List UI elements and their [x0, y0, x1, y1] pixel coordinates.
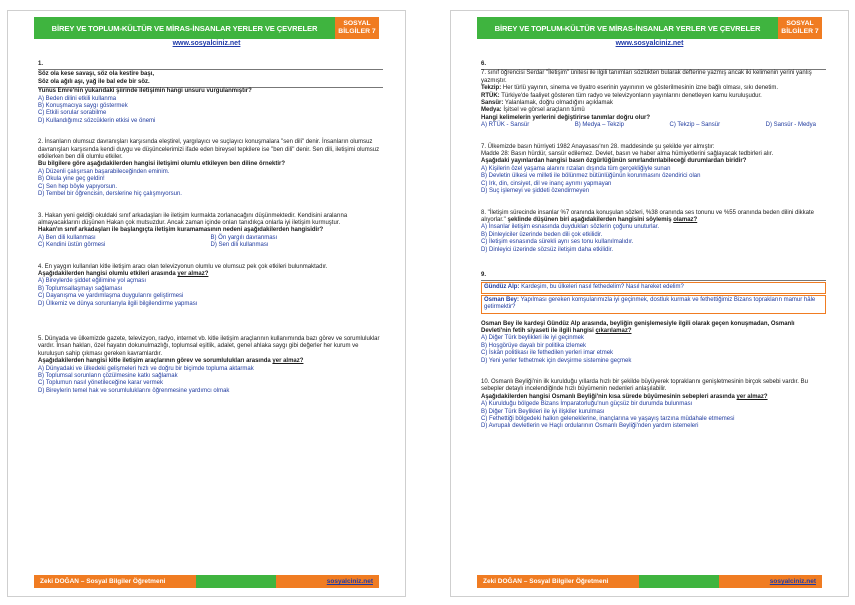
dialogue-box — [481, 295, 826, 314]
term: RTÜK: — [481, 92, 500, 99]
option-d[interactable]: D) Sansür - Medya — [765, 122, 816, 129]
option-a[interactable]: A) İnsanlar iletişim esnasında duydukları sözlerin çoğunu unuturlar. — [481, 224, 660, 231]
footer-author: Zeki DOĞAN – Sosyal Bilgiler Öğretmeni — [34, 575, 196, 588]
subject-line-1: SOSYAL — [786, 20, 814, 27]
question-stem: Aşağıdaki yayınlardan hangisi basın özgürlüğünün sınırlandırılabileceği durumlardan biridir? — [481, 158, 747, 165]
term-def: Türkiye'de faaliyet gösteren tüm radyo ve televizyonların yayınlarını denetleyen kamu kuruluşudur. — [499, 92, 762, 99]
options-grid — [38, 235, 383, 250]
question-number: 1. — [38, 61, 383, 70]
question-number: 9. — [481, 272, 826, 281]
speaker: Gündüz Alp: — [484, 284, 520, 291]
footer-site-link[interactable]: sosyalciniz.net — [719, 575, 823, 588]
option-c[interactable]: C) Dayanışma ve yardımlaşma duygularını geliştirmesi — [38, 293, 184, 300]
option-c[interactable]: C) Tekzip – Sansür — [669, 122, 721, 129]
option-a[interactable]: A) Düzenli çalışırsan başarabileceğinden eminim. — [38, 168, 170, 175]
option-a[interactable]: A) Dünyadaki ve ülkedeki gelişmeleri hızlı ve doğru bir biçimde topluma aktarmak — [38, 365, 254, 372]
option-a[interactable]: A) RTÜK - Sansür — [481, 122, 530, 129]
option-c[interactable]: C) Fethettiği bölgedeki halkın geleneklerine, inançlarına ve yaşayış tarzına müdahale etmemesi — [481, 416, 735, 423]
stem-text: Aşağıdakilerden hangisi kitle iletişim araçlarının görev ve sorumlulukları arasında — [38, 358, 273, 365]
option-b[interactable]: B) Okula yine geç geldin! — [38, 176, 105, 183]
page-footer — [477, 575, 822, 588]
question-text: 5. Dünyada ve ülkemizde gazete, televizyon, radyo, internet vb. kitle iletişim araçlarının kullanımında bazı görev ve sorumluluklar vardır. İnsan hakları, özel hayatın dokunulmazlığı, toplumsal eşitlik, adalet, genel ahlaka saygı gibi değerler her kurum ve kuruluşun sahip çıkması gereken kavramlardır. — [38, 335, 380, 357]
question-stem — [38, 358, 383, 365]
footer-author: Zeki DOĞAN – Sosyal Bilgiler Öğretmeni — [477, 575, 639, 588]
question-number: 6. — [481, 61, 826, 70]
poem-line: Söz ola ağılı aşı, yağ ile bal ede bir söz. — [38, 78, 150, 85]
term: Tekzip: — [481, 85, 502, 92]
speaker: Osman Bey: — [484, 296, 520, 303]
option-a[interactable]: A) Kurulduğu bölgede Bizans İmparatorluğu'nun güçsüz bir durumda bulunması — [481, 401, 693, 408]
option-a[interactable]: A) Diğer Türk beylikleri ile iyi geçinmek — [481, 335, 584, 342]
option-c[interactable]: C) Sen hep böyle yapıyorsun. — [38, 183, 118, 190]
question-text: 7. sınıf öğrencisi Serdar "İletişim" ünitesi ile ilgili tanımları sözlükten bularak defterine yazmış ancak iki kelimenin yerini yanlış yazmıştır. — [481, 70, 812, 84]
term: Medya: — [481, 107, 502, 114]
question-stem — [38, 271, 383, 278]
poem-line: Söz ola kese savaşı, söz ola kestire başı, — [38, 71, 155, 78]
poem — [38, 70, 383, 88]
option-c[interactable]: C) Irk, din, cinsiyet, dil ve inanç ayrımı yapmayan — [481, 180, 612, 187]
questions-right — [481, 57, 826, 431]
question-text — [481, 210, 826, 225]
option-b[interactable]: B) Hoşgörüye dayalı bir politika izlemek — [481, 342, 587, 349]
option-a[interactable]: A) Kişilerin özel yaşama alanını rızaları dışında tüm gerçekliğiyle sunan — [481, 165, 671, 172]
question-text: 3. Hakan yeni geldiği okuldaki sınıf arkadaşları ile iletişim kurmakta zorlanacağını düşünmektedir. Kendisini aralarına almayacaklarını düşünen Hakan çok mutsuzdur. Ancak zaman içinde onları tanıdıkça onlarla iyi iletişim kurmuştur. — [38, 212, 348, 226]
stem-text: Osman Bey ile kardeşi Gündüz Alp arasında, beyliğin genişlemesiyle ilgili olarak geçen konuşmadan, Osmanlı Devleti'nin fetih siyaseti ile ilgili hangisi — [481, 320, 795, 334]
question-stem: Bu bilgilere göre aşağıdakilerden hangisi iletişimi olumlu etkileyen ben diline örnektir? — [38, 161, 286, 168]
stem-underline: olamaz? — [673, 216, 698, 223]
definition — [481, 107, 826, 114]
site-link[interactable]: www.sosyalciniz.net — [615, 40, 684, 47]
option-d[interactable]: D) Suç işlemeyi ve şiddeti özendirmeyen — [481, 188, 590, 195]
option-a[interactable]: A) Beden dilini etkili kullanma — [38, 95, 117, 102]
question-stem — [481, 321, 826, 336]
options-row — [481, 122, 826, 129]
speech: Kardeşim, bu ülkeleri nasıl fethedelim? Nasıl hareket edelim? — [519, 284, 684, 291]
footer-band — [196, 575, 275, 588]
term-def: İşitsel ve görsel araçların tümü — [501, 107, 585, 114]
question-stem: Yunus Emre'nin yukarıdaki şiirinde iletişimin hangi unsuru vurgulanmıştır? — [38, 88, 252, 95]
stem-underline: yer almaz? — [736, 393, 768, 400]
stem-underline: çıkarılamaz? — [595, 327, 632, 334]
option-d[interactable]: D) Dinleyici üzerinde sözsüz iletişim daha etkilidir. — [481, 246, 614, 253]
option-b[interactable]: B) Konuşmacıya saygı göstermek — [38, 103, 128, 110]
subject-line-1: SOSYAL — [343, 20, 371, 27]
stem-text: Aşağıdakilerden hangisi Osmanlı Beyliği'nin kısa sürede büyümesinin sebepleri arasında — [481, 393, 737, 400]
option-b[interactable]: B) Devletin ülkesi ve milleti ile bölünmez bütünlüğünün korunmasını özendirici olan — [481, 173, 701, 180]
questions-left — [38, 57, 383, 395]
page-header — [34, 17, 379, 39]
stem-text: Aşağıdakilerden hangisi olumlu etkileri arasında — [38, 270, 178, 277]
question-text: 10. Osmanlı Beyliği'nin ilk kurulduğu yıllarda hızlı bir şekilde büyüyerek topraklarını genişletmesinin birçok sebebi vardır. Bu sebepler detaylı incelendiğinde hızlı büyümenin nedenleri anlaşılabilir. — [481, 379, 808, 393]
stem-text: şeklinde düşünen biri aşağıdakilerden hangisini söylemiş — [507, 216, 674, 223]
option-d[interactable]: D) Kullandığımız sözcüklerin etkisi ve önemi — [38, 117, 156, 124]
option-b[interactable]: B) Toplumsallaşmayı sağlaması — [38, 285, 123, 292]
page-footer — [34, 575, 379, 588]
question-stem: Hakan'ın sınıf arkadaşları ile başlangıçta iletişim kuramamasının nedeni aşağıdakilerden hangisidir? — [38, 227, 324, 234]
question-stem: Hangi kelimelerin yerlerini değiştirirse tanımlar doğru olur? — [481, 114, 651, 121]
option-a[interactable]: A) Ben dili kullanması — [38, 234, 96, 241]
option-c[interactable]: C) İskân politikası ile fethedilen yerleri imar etmek — [481, 350, 614, 357]
option-a[interactable]: A) Bireylerde şiddet eğilimine yol açması — [38, 278, 147, 285]
option-d[interactable]: D) Bireylerin temel hak ve sorumluluklarını öğrenmesine yardımcı olmak — [38, 387, 230, 394]
option-b[interactable]: B) Toplumsal sorunların çözülmesine katkı sağlamak — [38, 373, 178, 379]
stem-underline: yer almaz? — [272, 358, 304, 365]
term-def: Yalanlamak, doğru olmadığını açıklamak — [503, 100, 613, 107]
page-header — [477, 17, 822, 39]
option-c[interactable]: C) Kendini üstün görmesi — [38, 242, 106, 249]
question-text: Madde 28: Basın hürdür, sansür edilemez. Devlet, basın ve haber alma hümiyetlerini sağlayacak tedbirleri alır. — [481, 151, 774, 158]
page-left — [7, 10, 406, 597]
header-subject — [778, 17, 822, 39]
quote: 8. "İletişim sürecinde insanlar %7 oranında konuşulan sözleri, %38 oranında ses tonunu ve %55 oranında beden dilini dikkate alıyorlar." — [481, 209, 815, 223]
option-d[interactable]: D) Yeni yerler fethetmek için devşirme sistemine geçmek — [481, 357, 632, 364]
definition — [481, 93, 826, 100]
option-c[interactable]: C) İletişim esnasında sürekli aynı ses tonu kullanılmalıdır. — [481, 239, 634, 246]
header-subject — [335, 17, 379, 39]
page-right — [450, 10, 849, 597]
option-b[interactable]: B) Diğer Türk Beylikleri ile iyi ilişkiler kurulması — [481, 408, 605, 415]
option-d[interactable]: D) Tembel bir öğrencisin, derslerine hiç çalışmıyorsun. — [38, 191, 182, 198]
header-title: BİREY VE TOPLUM-KÜLTÜR VE MİRAS-İNSANLAR YERLER VE ÇEVRELER — [34, 17, 335, 39]
definition — [481, 85, 826, 92]
term-def: Her türlü yayının, sinema ve tiyatro eserinin yayınının ve gösterilmesinin izne bağlı olması, sıkı denetim. — [501, 85, 779, 92]
question-text: 2. İnsanların olumsuz davranışları karşısında eleştirel, yargılayıcı ve suçlayıcı konuşmalara "sen dili" denir. İnsanların olumsuz davranışları karşısında kendi duygu ve düşüncelerimizi ifade eden bireysel tepkilere ise "ben dili" denir. Sen dili, iletişimi olumsuz etkilerken ben dili olumlu etkiler. — [38, 139, 380, 161]
site-link[interactable]: www.sosyalciniz.net — [172, 40, 241, 47]
option-b[interactable]: B) Dinleyiciler üzerinde beden dili çok etkilidir. — [481, 231, 603, 238]
term: Sansür: — [481, 100, 504, 107]
option-b[interactable]: B) Medya – Tekzip — [574, 122, 624, 129]
option-b[interactable]: B) Ön yargılı davranması — [210, 234, 278, 241]
footer-band — [639, 575, 718, 588]
option-d[interactable]: D) Sen dili kullanması — [210, 242, 269, 249]
footer-site-link[interactable]: sosyalciniz.net — [276, 575, 380, 588]
header-title: BİREY VE TOPLUM-KÜLTÜR VE MİRAS-İNSANLAR YERLER VE ÇEVRELER — [477, 17, 778, 39]
option-c[interactable]: C) Etkili sorular sorabilme — [38, 110, 107, 117]
option-d[interactable]: D) Ülkemiz ve dünya sorunlarıyla ilgili bilgilendirme yapması — [38, 300, 198, 307]
subject-line-2: BİLGİLER 7 — [781, 28, 819, 35]
stem-underline: yer almaz? — [177, 270, 209, 277]
speech: Yapılması gereken komşularımızla iyi geçinmek, dostluk kurmak ve fethettiğimiz Bizans toprakların mamur hâle getirmektir? — [484, 296, 816, 311]
subject-line-2: BİLGİLER 7 — [338, 28, 376, 35]
option-c[interactable]: C) Toplumun nasıl yönetileceğine karar vermek — [38, 380, 163, 387]
option-d[interactable]: D) Avrupalı devletlerin ve Haçlı ordularının Osmanlı Beyliği'nden yardım istemeleri — [481, 423, 699, 430]
question-text: 4. En yaygın kullanılan kitle iletişim aracı olan televizyonun olumlu ve olumsuz pek çok etkileri bulunmaktadır. — [38, 263, 328, 270]
question-text: 7. Ülkemizde basın hürriyeti 1982 Anayasası'nın 28. maddesinde şu şekilde yer almıştır: — [481, 143, 715, 150]
dialogue-box — [481, 282, 826, 293]
